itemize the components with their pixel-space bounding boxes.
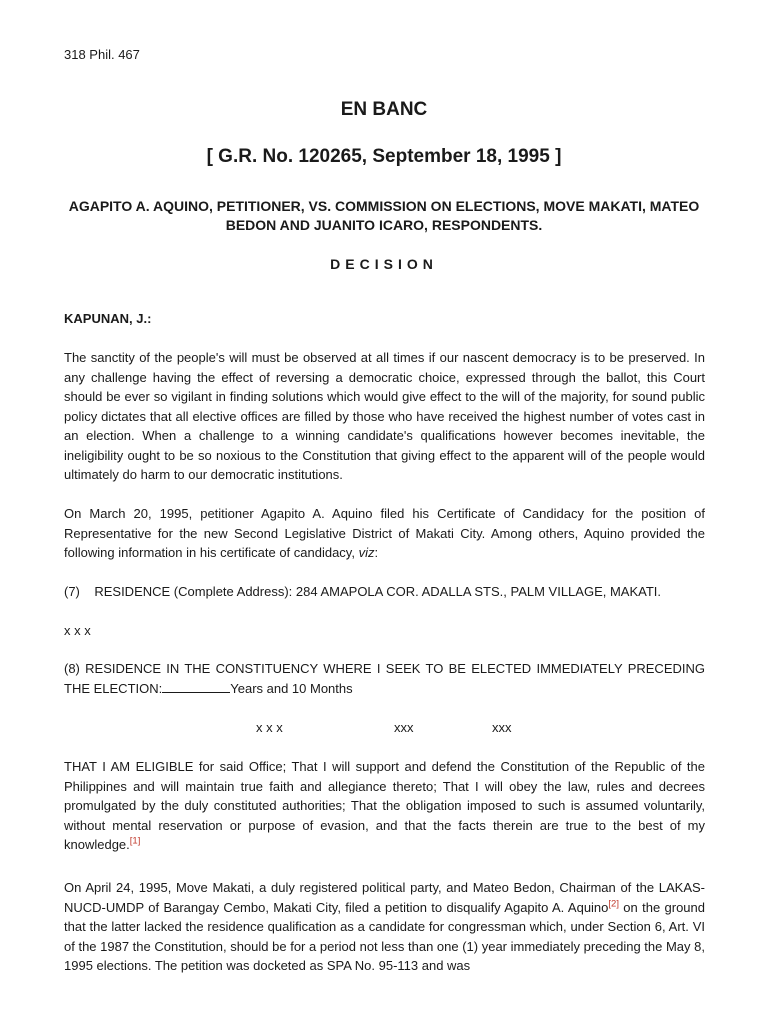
omission-mark: xxx: [394, 720, 414, 735]
decision-heading: DECISION: [330, 256, 438, 272]
paragraph: The sanctity of the people's will must be observed at all times if our nascent democracy is to be preserved. In any challenge having the effect of reversing a democratic choice, expressed through the ballot, this Court should be ever so vigilant in finding solutions which would give effect to the will of the majority, for sound public policy dictates that all elective offices are filled by those who have received the highest number of votes cast in an election. When a challenge to a winning candidate's qualifications however becomes inevitable, the ineligibility ought to be so noxious to the Constitution that giving effect to the apparent will of the people would ultimately do harm to our democratic institutions.: [64, 350, 705, 482]
blank-line: [162, 680, 230, 693]
paragraph-text: :: [374, 545, 379, 560]
paragraph: (7) RESIDENCE (Complete Address): 284 AMAPOLA COR. ADALLA STS., PALM VILLAGE, MAKATI.: [64, 584, 662, 599]
paragraph-text: THAT I AM ELIGIBLE for said Office; That I will support and defend the Constitution of the Republic of the Philippines and will maintain true faith and allegiance thereto; That I will obey the law, rules and decrees promulgated by the duly constituted authorities; That the obligation imposed to such is assumed voluntarily, without mental reservation or purpose of evasion, and that the facts therein are true to the best of my knowledge.: [64, 759, 705, 852]
omission-mark: x x x: [256, 720, 283, 735]
paragraph-text: On April 24, 1995, Move Makati, a duly registered political party, and Mateo Bedon, Chairman of the LAKAS-NUCD-UMDP of Barangay Cembo, Makati City, filed a petition to disqualify Agapito A. Aquino: [64, 880, 705, 915]
citation: 318 Phil. 467: [64, 47, 140, 62]
case-number: [ G.R. No. 120265, September 18, 1995 ]: [206, 146, 562, 167]
paragraph: [64, 878, 705, 976]
paragraph: [64, 757, 705, 855]
paragraph-text: Years and 10 Months: [230, 680, 353, 696]
court-heading: EN BANC: [340, 99, 428, 120]
ponente: KAPUNAN, J.:: [64, 311, 152, 326]
paragraph-text: (8) RESIDENCE IN THE CONSTITUENCY WHERE I SEEK TO BE ELECTED IMMEDIATELY PRECEDING THE ELECTION:: [64, 661, 705, 696]
omission-mark: xxx: [492, 720, 512, 735]
paragraph-text: on the ground that the latter lacked the residence qualification as a candidate for congressman which, under Section 6, Art. VI of the 1987 the Constitution, should be for a period not less than one (1) year immediately preceding the May 8, 1995 elections. The petition was docketed as SPA No. 95-113 and was: [64, 899, 705, 973]
paragraph-text: On March 20, 1995, petitioner Agapito A. Aquino filed his Certificate of Candidacy for the position of Representative for the new Second Legislative District of Makati City. Among others, Aquino provided the following information in his certificate of candidacy,: [64, 506, 705, 560]
footnote-link[interactable]: [1]: [129, 835, 141, 847]
paragraph: x x x: [64, 623, 91, 638]
paragraph-emphasis: viz: [358, 545, 375, 560]
omission-marks: [256, 718, 556, 738]
paragraph: [64, 504, 705, 563]
footnote-link[interactable]: [2]: [608, 898, 619, 910]
case-parties: AGAPITO A. AQUINO, PETITIONER, VS. COMMISSION ON ELECTIONS, MOVE MAKATI, MATEO BEDON AND JUANITO ICARO, RESPONDENTS.: [68, 198, 700, 233]
paragraph: [64, 659, 705, 698]
